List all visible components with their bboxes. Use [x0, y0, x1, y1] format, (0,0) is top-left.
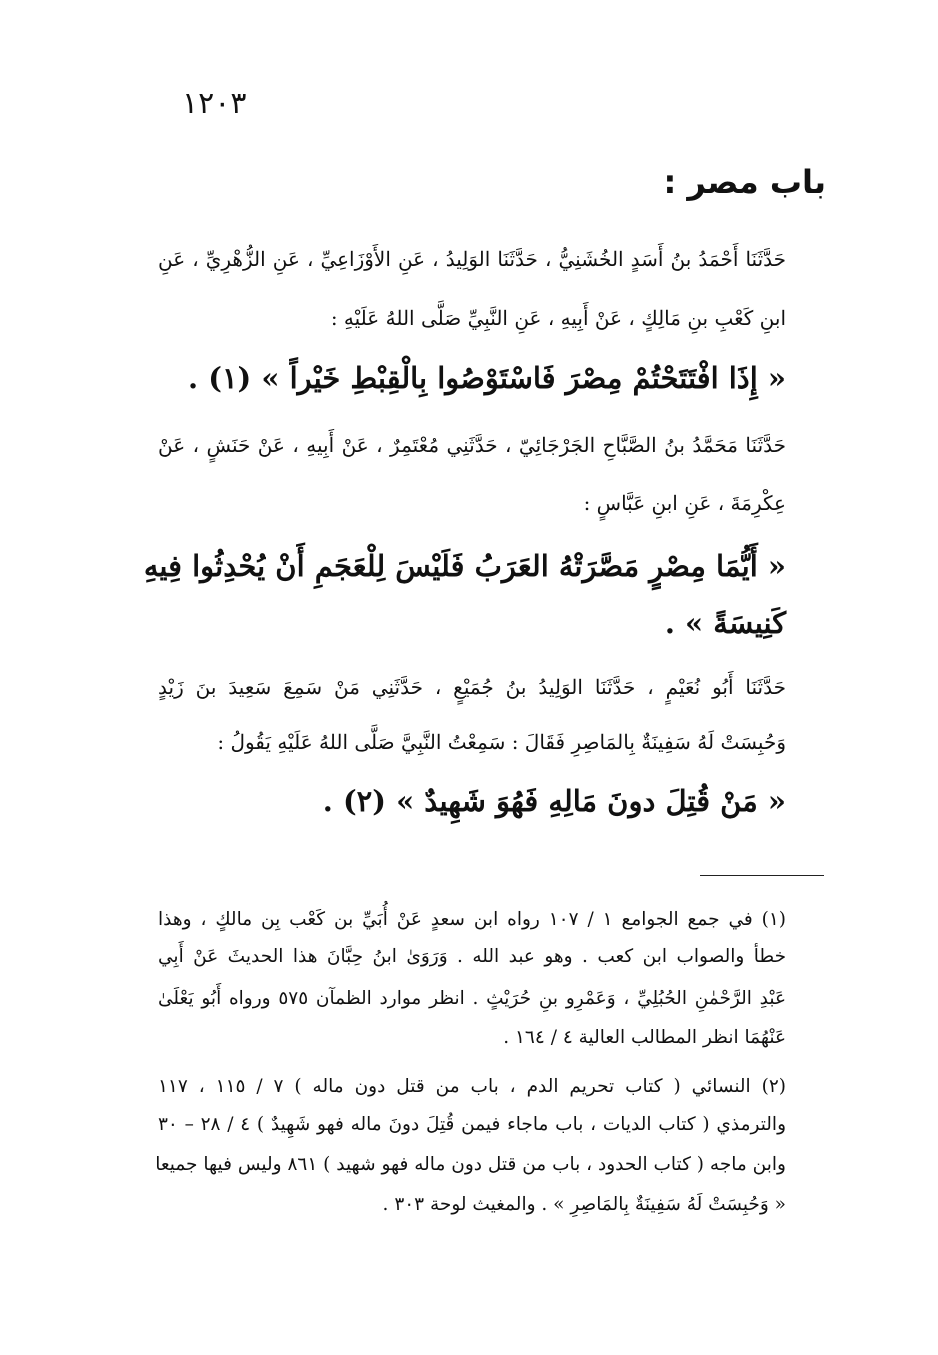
body-text-line: وَحُبِسَتْ لَهُ سَفِينَةٌ بِالمَاصِرِ فَقَالَ : سَمِعْتُ النَّبِيَّ صَلَّى اللهُ عَلَيْهِ يَقُولُ : — [217, 730, 786, 754]
page-number: ١٢٠٣ — [182, 86, 247, 121]
hadith-quote: « أَيُّمَا مِصْرٍ مَصَّرَتْهُ العَرَبُ فَلَيْسَ لِلْعَجَمِ أَنْ يُحْدِثُوا فِيهِ — [143, 549, 786, 583]
footnote-line: والترمذي ( كتاب الديات ، باب ماجاء فيمن قُتِلَ دونَ ماله فهو شَهِيدٌ ) ٤ / ٢٨ – ٣٠ — [158, 1114, 786, 1135]
body-text-line: عِكْرِمَةَ ، عَنِ ابنِ عَبَّاسٍ : — [583, 491, 786, 515]
footnote-line: عَنْهُمَا انظر المطالب العالية ٤ / ١٦٤ . — [503, 1027, 786, 1048]
hadith-quote: « إِذَا افْتَتَحْتُمْ مِصْرَ فَاسْتَوْصُوا بِالْقِبْطِ خَيْراً » (١) . — [188, 361, 786, 395]
body-text-line: حَدَّثَنَا مَحَمَّدُ بنُ الصَّبَّاحِ الجَرْجَائِيّ ، حَدَّثَنِي مُعْتَمِرٌ ، عَنْ أَبِيهِ ، عَنْ حَنَشٍ ، عَنْ — [158, 433, 786, 457]
footnote-line: خطأ والصواب ابن كعب . وهو عبد الله . وَرَوَىٰ ابنُ حِبَّانَ هذا الحديثَ عَنْ أَبِي — [158, 946, 786, 967]
footnote-line: (٢) النسائي ( كتاب تحريم الدم ، باب من قتل دون ماله ) ٧ / ١١٥ ، ١١٧ — [158, 1076, 786, 1097]
footnote-line: (١) في جمع الجوامع ١ / ١٠٧ رواه ابن سعدٍ عَنْ أُبَيِّ بن كَعْب بِن مالكٍ ، وهذا — [158, 909, 787, 930]
body-text-line: حَدَّثَنَا أَبُو نُعَيْمٍ ، حَدَّثَنَا الوَلِيدُ بنُ جُمَيْعٍ ، حَدَّثَنِي مَنْ سَمِعَ سَعِيدَ بنَ زَيْدٍ — [158, 675, 786, 699]
body-text-line: حَدَّثَنَا أَحْمَدُ بنُ أَسَدٍ الخُشَنِيُّ ، حَدَّثَنَا الوَلِيدُ ، عَنِ الأَوْزَاعِيِّ ، عَنِ الزُّهْرِيِّ ، عَنِ — [158, 247, 786, 271]
footnote-line: « وَحُبِسَتْ لَهُ سَفِينَةٌ بِالمَاصِرِ » . والمغيث لوحة ٣٠٣ . — [382, 1194, 786, 1215]
hadith-quote: « مَنْ قُتِلَ دونَ مَالِهِ فَهُوَ شَهِيدٌ » (٢) . — [322, 784, 786, 818]
footnote-line: وابن ماجه ( كتاب الحدود ، باب من قتل دون ماله فهو شهيد ) ٨٦١ وليس فيها جميعا — [155, 1154, 786, 1175]
footnote-line: عَبْدِ الرَّحْمٰنِ الحُبُلِيِّ ، وَعَمْرِو بنِ حُرَيْثٍ . انظر موارد الظمآن ٥٧٥ ورواه أَبُو يَعْلَىٰ — [158, 988, 786, 1009]
body-text-line: ابنِ كَعْبِ بنِ مَالِكٍ ، عَنْ أَبِيهِ ، عَنِ النَّبِيِّ صَلَّى اللهُ عَلَيْهِ : — [330, 306, 786, 330]
footnote-divider — [700, 875, 824, 876]
chapter-title: باب مصر : — [663, 163, 826, 201]
hadith-quote: كَنِيسَةً » . — [664, 606, 786, 640]
